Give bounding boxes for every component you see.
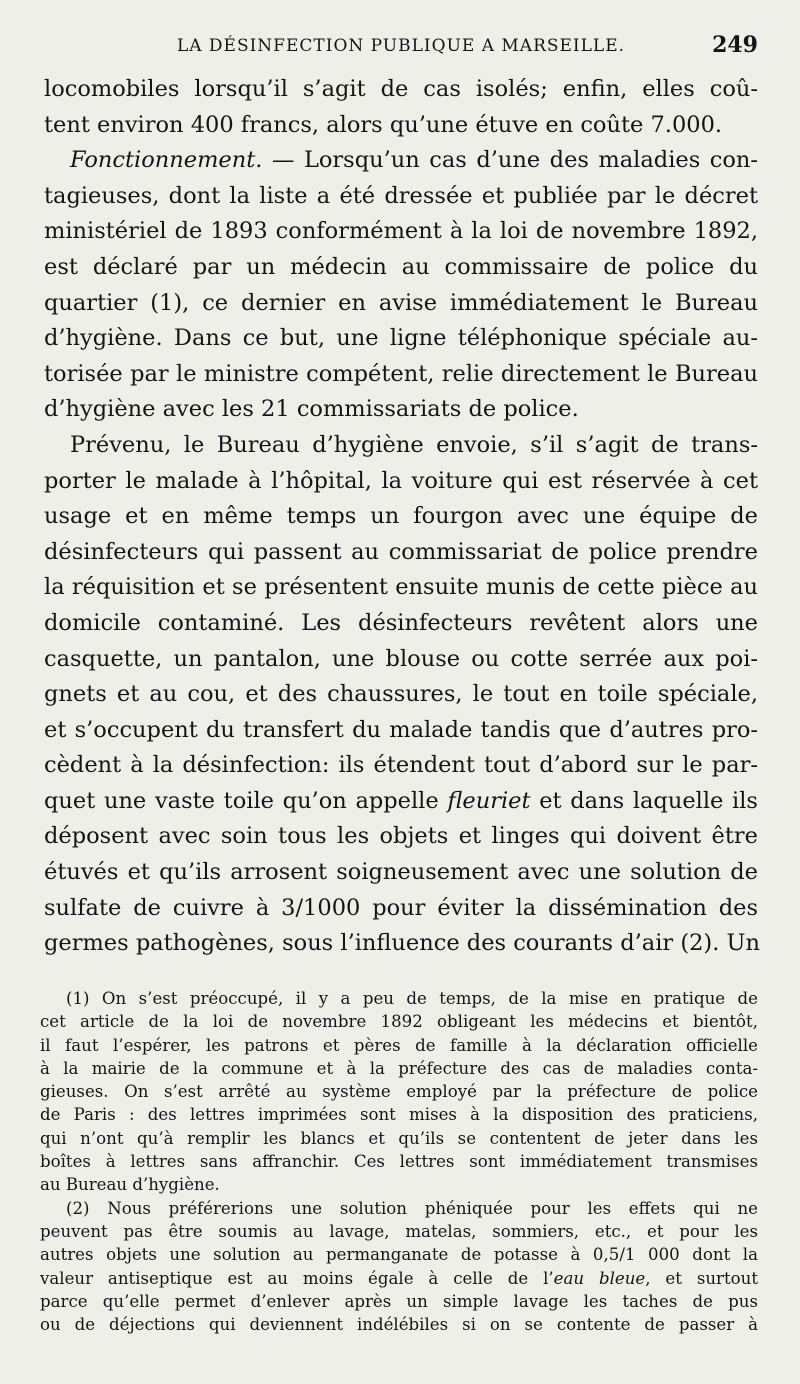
footnote-line: à la mairie de la commune et à la préfecture des cas de maladies conta- xyxy=(40,1058,758,1078)
text-fragment: valeur antiseptique est au moins égale à celle de l’ xyxy=(40,1268,554,1288)
footnote-line: qui n’ont qu’à remplir les blancs et qu’ils se contentent de jeter dans les xyxy=(40,1128,758,1148)
italic-term: eau bleue xyxy=(553,1268,646,1288)
text-line: la réquisition et se présentent ensuite munis de cette pièce au xyxy=(44,574,758,601)
text-fragment: quet une vaste toile qu’on appelle xyxy=(44,787,448,814)
text-line: usage et en même temps un fourgon avec une équipe de xyxy=(44,503,758,530)
running-title: LA DÉSINFECTION PUBLIQUE A MARSEILLE. xyxy=(176,36,626,56)
footnote-line: gieuses. On s’est arrêté au système employé par la préfecture de police xyxy=(40,1082,758,1102)
body-text xyxy=(44,72,758,962)
footnote-line: parce qu’elle permet d’enlever après un simple lavage les taches de pus xyxy=(40,1291,758,1311)
text-line: quartier (1), ce dernier en avise immédiatement le Bureau xyxy=(44,289,758,316)
text-line: d’hygiène. Dans ce but, une ligne téléphonique spéciale au- xyxy=(44,325,758,352)
footnote-line: (2) Nous préférerions une solution phéniquée pour les effets qui ne xyxy=(66,1198,758,1218)
text-line: gnets et au cou, et des chaussures, le tout en toile spéciale, xyxy=(44,681,758,708)
text-line: tagieuses, dont la liste a été dressée et publiée par le décret xyxy=(44,182,758,209)
text-line: tent environ 400 francs, alors qu’une étuve en coûte 7.000. xyxy=(44,111,723,138)
page-number: 249 xyxy=(712,32,758,58)
text-line: locomobiles lorsqu’il s’agit de cas isolés; enfin, elles coû- xyxy=(44,76,758,102)
footnotes xyxy=(40,987,758,1336)
footnote-line: autres objets une solution au permanganate de potasse à 0,5/1 000 dont la xyxy=(40,1245,758,1265)
footnote-line xyxy=(40,1267,758,1290)
footnote-line: au Bureau d’hygiène. xyxy=(40,1175,220,1195)
footnote-line: peuvent pas être soumis au lavage, matelas, sommiers, etc., et pour les xyxy=(40,1221,758,1241)
text-line: déposent avec soin tous les objets et linges qui doivent être xyxy=(44,823,758,850)
text-line: ministériel de 1893 conformément à la loi de novembre 1892, xyxy=(44,218,758,245)
footnote-line: il faut l’espérer, les patrons et pères de famille à la déclaration officielle xyxy=(40,1035,758,1055)
text-fragment: — Lorsqu’un cas d’une des maladies con- xyxy=(262,147,758,174)
text-line: casquette, un pantalon, une blouse ou cotte serrée aux poi- xyxy=(44,645,758,672)
text-line: est déclaré par un médecin au commissaire de police du xyxy=(44,253,758,280)
running-head xyxy=(44,32,758,62)
text-line: porter le malade à l’hôpital, la voiture qui est réservée à cet xyxy=(44,467,758,494)
text-line: sulfate de cuivre à 3/1000 pour éviter la dissémination des xyxy=(44,894,758,921)
text-line: domicile contaminé. Les désinfecteurs revêtent alors une xyxy=(44,609,758,636)
text-line: étuvés et qu’ils arrosent soigneusement avec une solution de xyxy=(44,859,758,886)
text-fragment: , et surtout xyxy=(645,1268,758,1288)
italic-term: fleuriet xyxy=(447,787,531,814)
text-line: et s’occupent du transfert du malade tandis que d’autres pro- xyxy=(44,716,758,743)
footnote-line: ou de déjections qui deviennent indélébiles si on se contente de passer à xyxy=(40,1315,758,1335)
footnote-line: de Paris : des lettres imprimées sont mises à la disposition des praticiens, xyxy=(40,1105,758,1125)
footnote-line: (1) On s’est préoccupé, il y a peu de temps, de la mise en pratique de xyxy=(66,989,758,1008)
text-line xyxy=(44,784,758,820)
text-line: désinfecteurs qui passent au commissariat de police prendre xyxy=(44,538,758,565)
text-line: germes pathogènes, sous l’influence des courants d’air (2). Un xyxy=(44,930,760,957)
text-line xyxy=(44,143,758,179)
text-line: Prévenu, le Bureau d’hygiène envoie, s’il s’agit de trans- xyxy=(70,431,758,458)
section-heading: Fonctionnement. xyxy=(70,147,263,174)
footnote-line: cet article de la loi de novembre 1892 obligeant les médecins et bientôt, xyxy=(40,1012,758,1032)
text-line: cèdent à la désinfection: ils étendent tout d’abord sur le par- xyxy=(44,752,758,779)
text-line: d’hygiène avec les 21 commissariats de police. xyxy=(44,396,579,423)
text-line: torisée par le ministre compétent, relie directement le Bureau xyxy=(44,360,758,387)
text-fragment: et dans laquelle ils xyxy=(530,787,758,814)
footnote-line: boîtes à lettres sans affranchir. Ces lettres sont immédiatement transmises xyxy=(40,1152,758,1172)
